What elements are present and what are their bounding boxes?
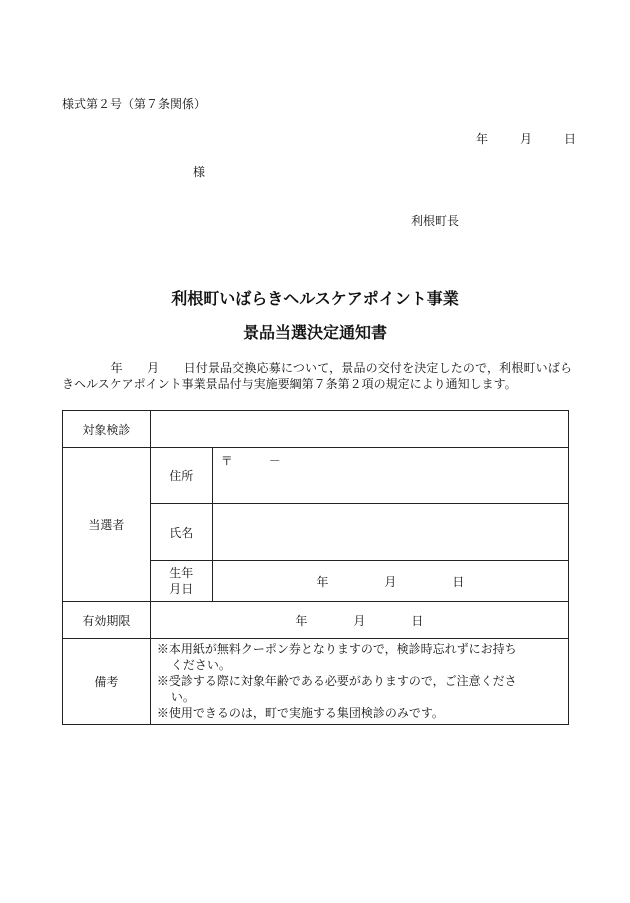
table-row [63,602,569,639]
address-field[interactable] [212,448,568,504]
birthdate-label-2: 月日 [169,582,194,596]
birthdate-label-1: 生年 [169,566,194,580]
valid-year: 年 [295,613,308,628]
body-text: 年 月 日付景品交換応募について，景品の交付を決定したので，利根町いばらきヘルスケアポイント事業景品付与実施要綱第７条第２項の規定により通知します。 [62,361,572,391]
target-exam-label: 対象検診 [63,411,151,448]
date-day: 日 [564,132,577,146]
validity-field[interactable] [150,602,568,639]
table-row [63,411,569,448]
addressee-suffix: 様 [193,165,206,179]
table-row [63,639,569,725]
birthdate-field[interactable] [212,561,568,602]
title-line-2: 景品当選決定通知書 [242,323,387,342]
address-label: 住所 [150,448,212,504]
form-number: 様式第２号（第７条関係） [62,97,207,111]
remark-3: ※使用できるのは，町で実施する集団検診のみです。 [156,706,444,720]
winner-label: 当選者 [63,448,151,602]
name-field[interactable] [212,504,568,561]
issue-date [476,130,576,147]
valid-month: 月 [353,613,366,628]
remark-2-line-1: ※受診する際に対象年齢である必要がありますので，ご注意くださ [156,674,517,688]
postal-mark: 〒 － [220,454,281,468]
valid-day: 日 [411,613,424,628]
remark-2-line-2: い。 [170,690,195,704]
name-label: 氏名 [150,504,212,561]
target-exam-field[interactable] [150,411,568,448]
issuer: 利根町長 [411,214,460,228]
birthdate-label [150,561,212,602]
remark-1-line-1: ※本用紙が無料クーポン券となりますので，検診時忘れずにお持ち [156,642,517,656]
date-month: 月 [520,132,533,146]
form-table [62,410,569,725]
birth-year: 年 [316,574,329,589]
title-line-1: 利根町いばらきヘルスケアポイント事業 [171,289,459,308]
date-year: 年 [476,132,489,146]
remarks-content [150,639,568,725]
birth-month: 月 [384,574,397,589]
birth-day: 日 [452,574,465,589]
remarks-label: 備考 [63,639,151,725]
validity-label: 有効期限 [63,602,151,639]
remark-1-line-2: ください。 [170,658,231,672]
table-row [63,448,569,504]
